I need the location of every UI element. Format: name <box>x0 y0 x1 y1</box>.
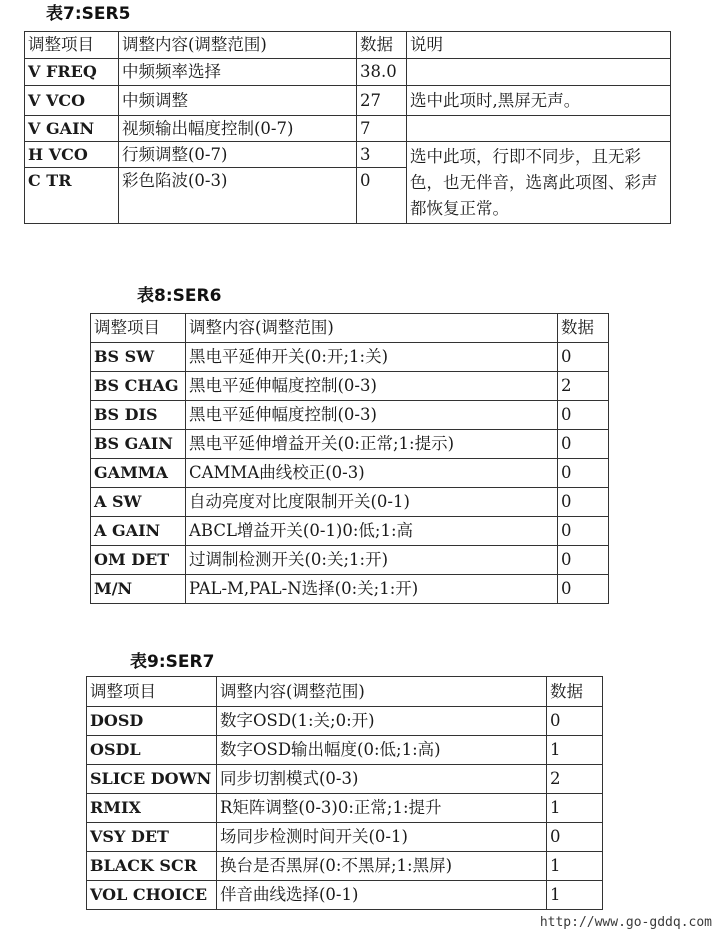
row-note: 选中此项时,黑屏无声。 <box>407 86 671 116</box>
row-content: 伴音曲线选择(0-1) <box>217 881 547 910</box>
row-value: 1 <box>547 881 603 910</box>
row-content: PAL-M,PAL-N选择(0:关;1:开) <box>186 575 558 604</box>
header-item: 调整项目 <box>25 32 119 59</box>
table-row <box>91 517 609 546</box>
row-value: 2 <box>558 372 609 401</box>
row-value: 0 <box>547 707 603 736</box>
row-value: 27 <box>357 86 407 116</box>
row-item: DOSD <box>87 707 217 736</box>
row-item: BS GAIN <box>91 430 186 459</box>
row-value: 0 <box>547 823 603 852</box>
row-value: 0 <box>558 459 609 488</box>
row-item: OM DET <box>91 546 186 575</box>
table-row <box>25 142 671 168</box>
row-value: 0 <box>558 488 609 517</box>
table-row <box>91 546 609 575</box>
row-value: 7 <box>357 116 407 142</box>
table-row <box>91 459 609 488</box>
row-content: CAMMA曲线校正(0-3) <box>186 459 558 488</box>
table-row <box>91 372 609 401</box>
row-item: BS SW <box>91 343 186 372</box>
table-header-row <box>25 32 671 59</box>
row-item: V FREQ <box>25 59 119 86</box>
row-value: 0 <box>558 430 609 459</box>
row-content: 场同步检测时间开关(0-1) <box>217 823 547 852</box>
row-content: 数字OSD输出幅度(0:低;1:高) <box>217 736 547 765</box>
row-item: BS CHAG <box>91 372 186 401</box>
row-content: 自动亮度对比度限制开关(0-1) <box>186 488 558 517</box>
row-content: 黑电平延伸幅度控制(0-3) <box>186 401 558 430</box>
table8-ser6 <box>90 313 609 604</box>
table-row <box>91 343 609 372</box>
row-value: 0 <box>558 401 609 430</box>
table-row <box>25 86 671 116</box>
row-item: SLICE DOWN <box>87 765 217 794</box>
table8-caption: 表8:SER6 <box>137 286 222 306</box>
table-row <box>87 823 603 852</box>
row-item: RMIX <box>87 794 217 823</box>
table-header-row <box>87 677 603 707</box>
header-item: 调整项目 <box>91 314 186 343</box>
header-content: 调整内容(调整范围) <box>186 314 558 343</box>
row-content: ABCL增益开关(0-1)0:低;1:高 <box>186 517 558 546</box>
header-note: 说明 <box>407 32 671 59</box>
row-value: 2 <box>547 765 603 794</box>
row-note <box>407 59 671 86</box>
row-item: M/N <box>91 575 186 604</box>
row-item: OSDL <box>87 736 217 765</box>
table-row <box>87 707 603 736</box>
table-row <box>87 765 603 794</box>
row-item: H VCO <box>25 142 119 168</box>
row-note: 选中此项，行即不同步，且无彩色，也无伴音，选离此项图、彩声都恢复正常。 <box>407 142 671 224</box>
row-value: 0 <box>558 517 609 546</box>
row-item: V GAIN <box>25 116 119 142</box>
row-content: R矩阵调整(0-3)0:正常;1:提升 <box>217 794 547 823</box>
table-row <box>91 575 609 604</box>
row-value: 1 <box>547 736 603 765</box>
row-content: 换台是否黑屏(0:不黑屏;1:黑屏) <box>217 852 547 881</box>
table7-ser5 <box>24 31 671 224</box>
table-row <box>25 116 671 142</box>
table-row <box>91 488 609 517</box>
row-item: GAMMA <box>91 459 186 488</box>
row-content: 视频输出幅度控制(0-7) <box>119 116 357 142</box>
table9-ser7 <box>86 676 603 910</box>
header-value: 数据 <box>357 32 407 59</box>
row-item: A SW <box>91 488 186 517</box>
row-item: VOL CHOICE <box>87 881 217 910</box>
row-value: 0 <box>558 575 609 604</box>
row-content: 彩色陷波(0-3) <box>119 168 357 224</box>
row-content: 行频调整(0-7) <box>119 142 357 168</box>
row-item: VSY DET <box>87 823 217 852</box>
row-content: 黑电平延伸增益开关(0:正常;1:提示) <box>186 430 558 459</box>
website-watermark: http://www.go-gddq.com <box>539 915 712 930</box>
row-value: 0 <box>558 546 609 575</box>
table9-caption: 表9:SER7 <box>130 652 215 672</box>
row-item: BLACK SCR <box>87 852 217 881</box>
row-content: 中频调整 <box>119 86 357 116</box>
table-header-row <box>91 314 609 343</box>
row-content: 黑电平延伸开关(0:开;1:关) <box>186 343 558 372</box>
row-item: C TR <box>25 168 119 224</box>
header-value: 数据 <box>547 677 603 707</box>
row-value: 38.0 <box>357 59 407 86</box>
row-value: 0 <box>357 168 407 224</box>
header-item: 调整项目 <box>87 677 217 707</box>
row-value: 1 <box>547 852 603 881</box>
row-item: BS DIS <box>91 401 186 430</box>
table-row <box>25 59 671 86</box>
row-value: 0 <box>558 343 609 372</box>
table7-caption: 表7:SER5 <box>46 4 131 24</box>
row-content: 过调制检测开关(0:关;1:开) <box>186 546 558 575</box>
row-note <box>407 116 671 142</box>
row-item: A GAIN <box>91 517 186 546</box>
table-row <box>87 852 603 881</box>
row-value: 3 <box>357 142 407 168</box>
header-value: 数据 <box>558 314 609 343</box>
row-content: 中频频率选择 <box>119 59 357 86</box>
header-content: 调整内容(调整范围) <box>217 677 547 707</box>
row-value: 1 <box>547 794 603 823</box>
table-row <box>91 401 609 430</box>
row-content: 同步切割模式(0-3) <box>217 765 547 794</box>
table-row <box>87 736 603 765</box>
row-content: 黑电平延伸幅度控制(0-3) <box>186 372 558 401</box>
table-row <box>87 881 603 910</box>
row-item: V VCO <box>25 86 119 116</box>
header-content: 调整内容(调整范围) <box>119 32 357 59</box>
row-content: 数字OSD(1:关;0:开) <box>217 707 547 736</box>
table-row <box>87 794 603 823</box>
table-row <box>91 430 609 459</box>
